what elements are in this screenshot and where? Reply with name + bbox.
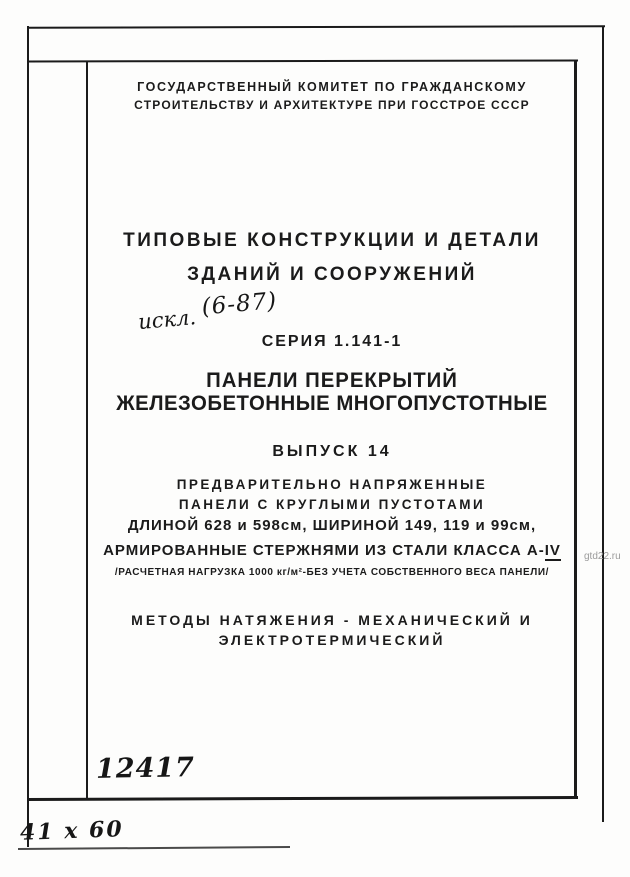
handwritten-note-date: (6-87): [200, 287, 279, 321]
reinforcement-text: АРМИРОВАННЫЕ СТЕРЖНЯМИ ИЗ СТАЛИ КЛАССА А-: [103, 542, 545, 559]
series-title-line1: ТИПОВЫЕ КОНСТРУКЦИИ И ДЕТАЛИ: [123, 230, 541, 251]
series-title-line2: ЗДАНИЙ И СООРУЖЕНИЙ: [187, 264, 477, 285]
handwritten-format-note: 41 х 60: [19, 816, 125, 846]
description-line2: ПАНЕЛИ С КРУГЛЫМИ ПУСТОТАМИ: [178, 497, 486, 512]
frame-outer-right-line: [602, 27, 604, 822]
site-watermark: gtd22.ru: [584, 551, 621, 562]
tensioning-methods-line2: ЭЛЕКТРОТЕРМИЧЕСКИЙ: [218, 632, 446, 648]
description-reinforcement: [87, 542, 577, 559]
description-dimensions: ДЛИНОЙ 628 и 598см, ШИРИНОЙ 149, 119 и 99см,: [127, 517, 537, 534]
document-content: [87, 0, 577, 877]
description-line1: ПРЕДВАРИТЕЛЬНО НАПРЯЖЕННЫЕ: [176, 477, 488, 492]
frame-outer-left-line: [27, 26, 29, 847]
load-note: /РАСЧЕТНАЯ НАГРУЗКА 1000 кг/м²-БЕЗ УЧЕТА СОБСТВЕННОГО ВЕСА ПАНЕЛИ/: [114, 567, 550, 578]
handwritten-note-word: искл.: [137, 305, 197, 335]
main-title-line2: ЖЕЛЕЗОБЕТОННЫЕ МНОГОПУСТОТНЫЕ: [116, 392, 548, 415]
organization-name-line2: СТРОИТЕЛЬСТВУ И АРХИТЕКТУРЕ ПРИ ГОССТРОЕ СССР: [134, 98, 530, 112]
series-number: СЕРИЯ 1.141-1: [261, 333, 403, 350]
issue-number: ВЫПУСК 14: [272, 443, 392, 460]
handwritten-document-number: 12417: [95, 752, 196, 785]
organization-name-line1: ГОСУДАРСТВЕННЫЙ КОМИТЕТ ПО ГРАЖДАНСКОМУ: [137, 80, 527, 94]
main-title-line1: ПАНЕЛИ ПЕРЕКРЫТИЙ: [206, 369, 458, 392]
steel-class-underlined: IV: [544, 542, 561, 559]
tensioning-methods-line1: МЕТОДЫ НАТЯЖЕНИЯ - МЕХАНИЧЕСКИЙ И: [131, 612, 533, 628]
